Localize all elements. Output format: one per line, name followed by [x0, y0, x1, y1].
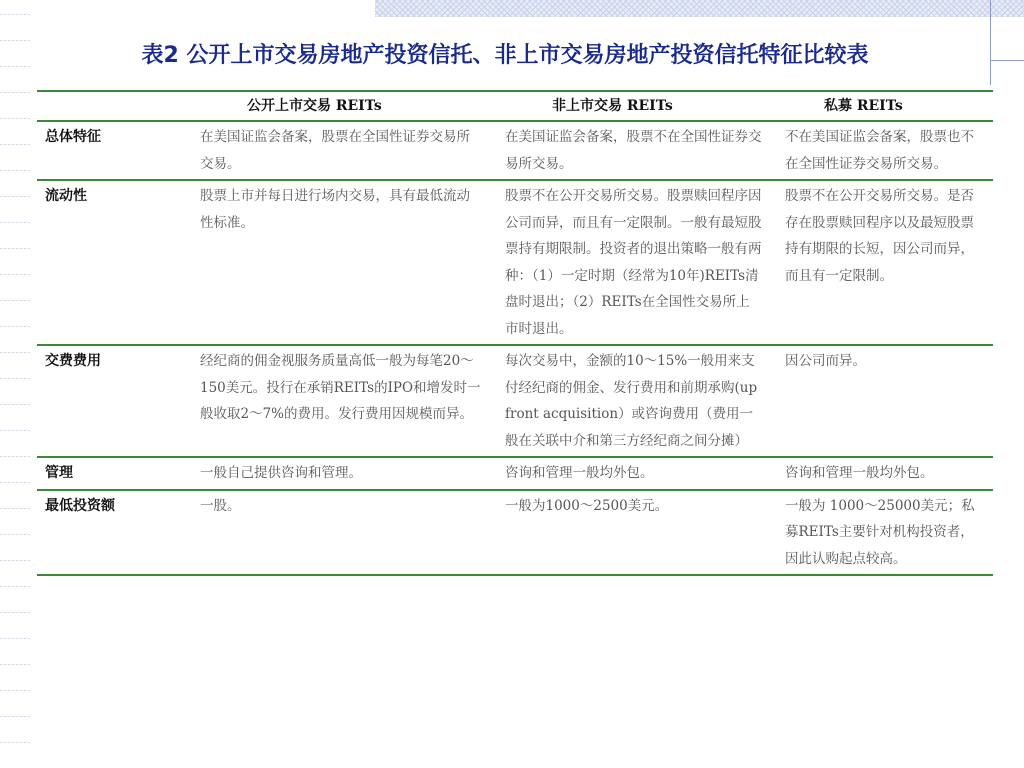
- row-label: 交费费用: [37, 345, 197, 457]
- table-header-row: [37, 92, 993, 121]
- table-row: [37, 180, 993, 345]
- row-label: 流动性: [37, 180, 197, 345]
- table-cell: 不在美国证监会备案，股票也不在全国性证券交易所交易。: [782, 121, 993, 180]
- row-label: 总体特征: [37, 121, 197, 180]
- table-cell: 一般为 1000～25000美元；私募REITs主要针对机构投资者，因此认购起点较高。: [782, 490, 993, 575]
- table-bottom-rule: [37, 574, 993, 576]
- table-row: [37, 121, 993, 180]
- row-label: 最低投资额: [37, 490, 197, 575]
- column-header-private: 私募 REITs: [824, 98, 903, 114]
- table-cell: 每次交易中，金额的10～15%一般用来支付经纪商的佣金、发行费用和前期承购(up front acquisition）或咨询费用（费用一般在关联中介和第三方经纪商之间分摊）: [502, 345, 782, 457]
- top-decorative-pattern: [375, 0, 1024, 17]
- right-decorative-line: [990, 0, 991, 85]
- table-cell: 经纪商的佣金视服务质量高低一般为每笔20～150美元。投行在承销REITs的IPO和增发时一般收取2～7%的费用。发行费用因规模而异。: [197, 345, 502, 457]
- table-row: [37, 490, 993, 575]
- table-cell: 一股。: [197, 490, 502, 575]
- table-cell: 股票不在公开交易所交易。是否存在股票赎回程序以及最短股票持有期限的长短，因公司而异，而且有一定限制。: [782, 180, 993, 345]
- row-label: 管理: [37, 457, 197, 490]
- column-header-nonlisted: 非上市交易 REITs: [552, 98, 673, 114]
- right-decorative-bar: [991, 60, 1024, 61]
- table-cell: 一般自己提供咨询和管理。: [197, 457, 502, 490]
- table-cell: 一般为1000～2500美元。: [502, 490, 782, 575]
- table-cell: 股票上市并每日进行场内交易，具有最低流动性标准。: [197, 180, 502, 345]
- table-cell: 在美国证监会备案，股票在全国性证券交易所交易。: [197, 121, 502, 180]
- comparison-table: [37, 90, 993, 576]
- table-row: [37, 457, 993, 490]
- table-cell: 股票不在公开交易所交易。股票赎回程序因公司而异，而且有一定限制。一般有最短股票持有期限制。投资者的退出策略一般有两种：（1）一定时期（经常为10年)REITs清盘时退出；（2）REITs在全国性交易所上市时退出。: [502, 180, 782, 345]
- table-cell: 在美国证监会备案，股票不在全国性证券交易所交易。: [502, 121, 782, 180]
- table-cell: 咨询和管理一般均外包。: [782, 457, 993, 490]
- column-header-empty: [37, 92, 197, 121]
- table-cell: 因公司而异。: [782, 345, 993, 457]
- slide-title: 表2 公开上市交易房地产投资信托、非上市交易房地产投资信托特征比较表: [141, 43, 869, 68]
- left-decorative-strip: [0, 0, 30, 768]
- table-row: [37, 345, 993, 457]
- column-header-public: 公开上市交易 REITs: [247, 98, 382, 114]
- table-cell: 咨询和管理一般均外包。: [502, 457, 782, 490]
